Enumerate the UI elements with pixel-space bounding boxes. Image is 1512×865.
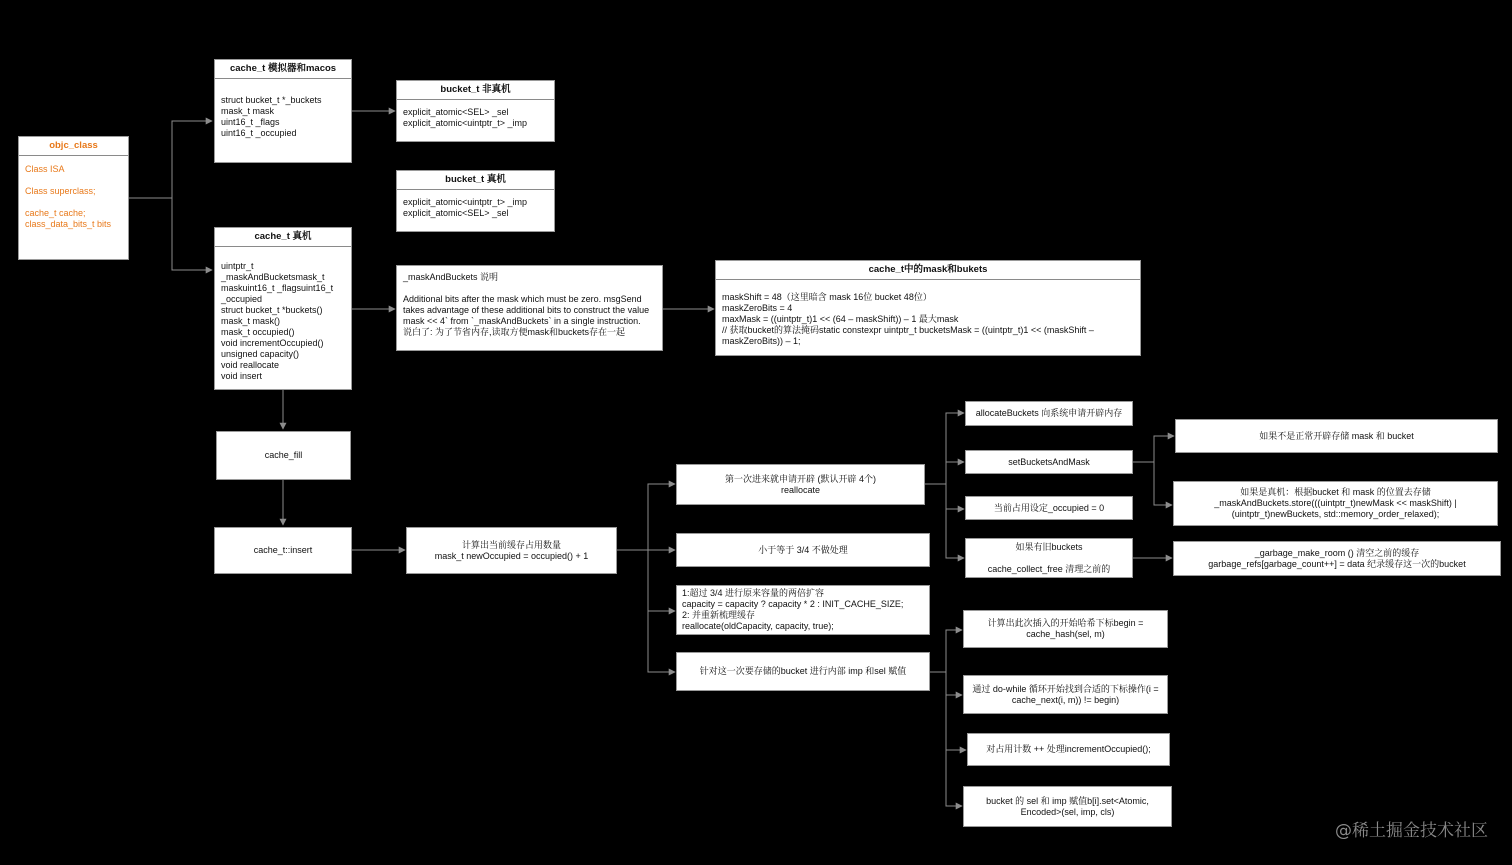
old-buckets-node: 如果有旧buckets cache_collect_free 清理之前的: [965, 538, 1133, 578]
allocate-buckets-node: allocateBuckets 向系统申请开辟内存: [965, 401, 1133, 426]
do-while-node: 通过 do-while 循环开始找到合适的下标操作(i = cache_next(i, m)) != begin): [963, 675, 1168, 714]
cache-mask-bukets-body: maskShift = 48（这里暗含 mask 16位 bucket 48位） maskZeroBits = 4 maxMask = ((uintptr_t)1 << (64 – maskShift)) – 1 最大mask // 获取bucket的算法掩码static constexpr uintptr_t bucketsMask = ((uintptr_t)1 << (maskShift – maskZeroBits)) – 1;: [722, 292, 1094, 346]
cache-t-simulator-title: cache_t 模拟器和macos: [215, 60, 351, 79]
cache-mask-bukets-box: [715, 260, 1141, 356]
mask-and-buckets-note-body: _maskAndBuckets 说明 Additional bits after the mask which must be zero. msgSend takes advantage of these additional bits to construct the value mask << 4` from `_maskAndBuckets` in a single instruction. 说白了: 为了节省内存,读取方便mask和buckets存在一起: [403, 272, 650, 337]
first-allocate-node: 第一次进来就申请开辟 (默认开辟 4个) reallocate: [676, 464, 925, 505]
expand-capacity-node: 1:超过 3/4 进行原来容量的两倍扩容 capacity = capacity ? capacity * 2 : INIT_CACHE_SIZE; 2: 并重新梳理缓存 reallocate(oldCapacity, capacity, true);: [676, 585, 930, 635]
cache-t-simulator-body: struct bucket_t *_buckets mask_t mask uint16_t _flags uint16_t _occupied: [221, 95, 322, 138]
watermark: @稀土掘金技术社区: [1335, 821, 1488, 841]
set-buckets-mask-node: setBucketsAndMask: [965, 450, 1133, 474]
occupied-zero-node: 当前占用设定_occupied = 0: [965, 496, 1133, 520]
cache-t-device-title: cache_t 真机: [215, 228, 351, 247]
cache-insert-node: cache_t::insert: [214, 527, 352, 574]
mask-and-buckets-note: [396, 265, 663, 351]
bucket-t-simulator-body: explicit_atomic<SEL> _sel explicit_atomic<uintptr_t> _imp: [403, 107, 528, 128]
calc-occupied-node: 计算出当前缓存占用数量 mask_t newOccupied = occupied() + 1: [406, 527, 617, 574]
cache-mask-bukets-title: cache_t中的mask和bukets: [716, 261, 1140, 280]
bucket-t-device-title: bucket_t 真机: [397, 171, 554, 190]
bucket-t-device-box: [396, 170, 555, 232]
objc-class-body: Class ISA Class superclass; cache_t cache; class_data_bits_t bits: [25, 164, 112, 229]
objc-class-box: [18, 136, 129, 260]
le-three-quarters-node: 小于等于 3/4 不做处理: [676, 533, 930, 567]
bucket-t-simulator-box: [396, 80, 555, 142]
not-device-node: 如果不是正常开辟存储 mask 和 bucket: [1175, 419, 1498, 453]
bucket-t-simulator-title: bucket_t 非真机: [397, 81, 554, 100]
increment-occupied-node: 对占用计数 ++ 处理incrementOccupied();: [967, 733, 1170, 766]
bucket-set-node: bucket 的 sel 和 imp 赋值b[i].set<Atomic, Encoded>(sel, imp, cls): [963, 786, 1172, 827]
assign-bucket-node: 针对这一次要存储的bucket 进行内部 imp 和sel 赋值: [676, 652, 930, 691]
garbage-node: _garbage_make_room () 清空之前的缓存 garbage_refs[garbage_count++] = data 纪录缓存这一次的bucket: [1173, 541, 1501, 576]
hash-begin-node: 计算出此次插入的开始哈希下标begin = cache_hash(sel, m): [963, 610, 1168, 648]
cache-fill-node: cache_fill: [216, 431, 351, 480]
cache-t-simulator-box: [214, 59, 352, 163]
cache-t-device-body: uintptr_t _maskAndBucketsmask_t maskuint16_t _flagsuint16_t _occupied struct bucket_t *buckets() mask_t mask() mask_t occupied() void incrementOccupied() unsigned capacity() void reallocate void insert: [221, 261, 334, 381]
objc-class-title: objc_class: [19, 137, 128, 156]
cache-t-device-box: [214, 227, 352, 390]
bucket-t-device-body: explicit_atomic<uintptr_t> _imp explicit_atomic<SEL> _sel: [403, 197, 528, 218]
is-device-node: 如果是真机：根据bucket 和 mask 的位置去存储 _maskAndBuckets.store(((uintptr_t)newMask << maskShift) | (uintptr_t)newBuckets, std::memory_order_relaxed);: [1173, 481, 1498, 526]
